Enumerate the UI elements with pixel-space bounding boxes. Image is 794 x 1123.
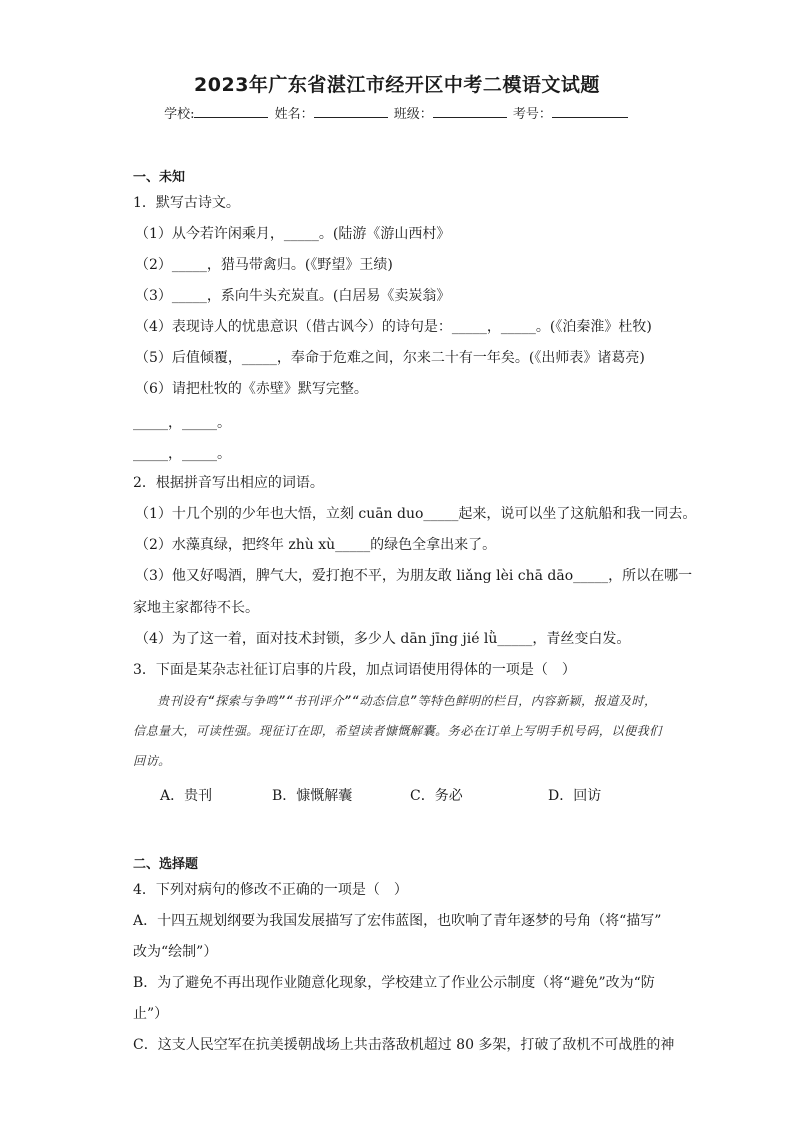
section-heading-1: 一、未知 bbox=[133, 170, 186, 185]
school-blank[interactable] bbox=[194, 105, 268, 118]
question-4-option-line: A．十四五规划纲要为我国发展描写了宏伟蓝图，也吹响了青年逐梦的号角（将“描写” bbox=[133, 913, 662, 929]
question-4-stem: 4．下列对病句的修改不正确的一项是（ ） bbox=[133, 882, 408, 898]
question-4-option-line: C．这支人民空军在抗美援朝战场上共击落敌机超过 80 多架，打破了敌机不可战胜的神 bbox=[133, 1037, 675, 1053]
question-1-stem: 1．默写古诗文。 bbox=[133, 195, 240, 211]
class-label: 班级： bbox=[393, 107, 433, 122]
school-label: 学校: bbox=[164, 107, 195, 122]
question-2-item: （1）十几个别的少年也大悟，立刻 cuān duo_____起来，说可以坐了这航船和我一同去。 bbox=[135, 506, 697, 522]
question-2-stem: 2．根据拼音写出相应的词语。 bbox=[133, 475, 324, 491]
question-1-item: （3）_____，系向牛头充炭直。(白居易《卖炭翁》 bbox=[135, 288, 451, 304]
question-4-option-line: 止”） bbox=[133, 1006, 169, 1022]
question-1-answer-line: _____，_____。 bbox=[133, 446, 231, 462]
option-b[interactable]: B．慷慨解囊 bbox=[272, 788, 353, 804]
question-1-item: （1）从今若许闲乘月，_____。(陆游《游山西村》 bbox=[135, 226, 451, 242]
option-a[interactable]: A．贵刊 bbox=[160, 788, 213, 804]
question-2-item: （3）他又好喝酒，脾气大，爱打抱不平，为朋友敢 liǎng lèi chā dāo_____，所以在哪一 bbox=[135, 568, 693, 584]
class-blank[interactable] bbox=[433, 105, 507, 118]
exam-title: 2023年广东省湛江市经开区中考二模语文试题 bbox=[194, 74, 600, 96]
section-heading-2: 二、选择题 bbox=[133, 857, 199, 872]
question-2-item: （4）为了这一着，面对技术封锁，多少人 dān jīng jié lǜ_____，青丝变白发。 bbox=[135, 631, 631, 647]
number-blank[interactable] bbox=[552, 105, 628, 118]
question-1-item: （2）_____，猎马带禽归。(《野望》王绩) bbox=[135, 257, 393, 273]
question-2-item-continued: 家地主家都待不长。 bbox=[133, 600, 259, 616]
question-3-passage: 贵刊设有“探索与争鸣”“书刊评介”“动态信息”等特色鲜明的栏目，内容新颖，报道及时，信息量大，可读性强。现征订在即，希望读者慷慨解囊。务必在订单上写明手机号码，以便我们回访。 bbox=[133, 694, 662, 768]
name-blank[interactable] bbox=[314, 105, 388, 118]
question-2-item: （2）水藻真绿，把终年 zhù xù_____的绿色全拿出来了。 bbox=[135, 537, 497, 553]
option-d[interactable]: D．回访 bbox=[548, 788, 602, 804]
question-1-item: （4）表现诗人的忧患意识（借古讽今）的诗句是：_____，_____。(《泊秦淮》杜牧) bbox=[135, 319, 652, 335]
number-label: 考号： bbox=[512, 107, 552, 122]
student-info-row bbox=[0, 103, 794, 122]
question-1-item: （5）后值倾覆，_____，奉命于危难之间，尔来二十有一年矣。(《出师表》诸葛亮) bbox=[135, 350, 645, 366]
question-4-option-line: 改为“绘制”） bbox=[133, 944, 218, 960]
question-3-stem: 3．下面是某杂志社征订启事的片段，加点词语使用得体的一项是（ ） bbox=[133, 662, 576, 678]
question-4-option-line: B．为了避免不再出现作业随意化现象，学校建立了作业公示制度（将“避免”改为“防 bbox=[133, 975, 655, 991]
question-1-item: （6）请把杜牧的《赤壁》默写完整。 bbox=[135, 381, 368, 397]
option-c[interactable]: C．务必 bbox=[410, 788, 463, 804]
name-label: 姓名： bbox=[274, 107, 314, 122]
question-1-answer-line: _____，_____。 bbox=[133, 415, 231, 431]
